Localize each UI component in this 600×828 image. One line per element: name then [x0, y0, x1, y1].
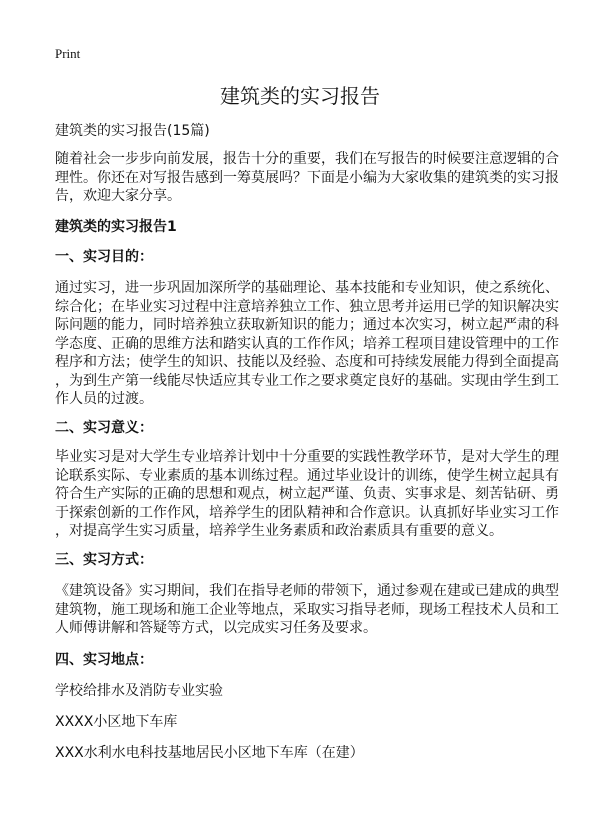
section-paragraph — [55, 582, 559, 638]
text-line: 际问题的能力，同时培养独立获取新知识的能力；通过本次实习，树立起严肃的科 — [55, 317, 559, 333]
text-line: 随着社会一步步向前发展，报告十分的重要，我们在写报告的时候要注意逻辑的合 — [55, 151, 559, 167]
page-title: 建筑类的实习报告 — [220, 84, 380, 108]
location-item: XXX水利水电科技基地居民小区地下车库（在建） — [55, 745, 364, 761]
text-line: ，为到生产第一线能尽快适应其专业工作之要求奠定良好的基础。实现由学生到工 — [55, 372, 559, 389]
text-line: 人师傅讲解和答疑等方式，以完成实习任务及要求。 — [55, 620, 377, 636]
text-line: 告，欢迎大家分享。 — [55, 188, 181, 204]
section-heading: 二、实习意义： — [55, 420, 153, 436]
text-line: 建筑物，施工现场和施工企业等地点，采取实习指导老师，现场工程技术人员和工 — [55, 601, 559, 618]
text-line: 综合化；在毕业实习过程中注意培养独立工作、独立思考并运用已学的知识解决实 — [55, 298, 559, 315]
section-heading: 四、实习地点： — [55, 652, 153, 668]
section-paragraph — [55, 279, 559, 409]
text-line: 学态度、正确的思维方法和踏实认真的工作作风；培养工程项目建设管理中的工作 — [55, 335, 559, 352]
text-line: ，对提高学生实习质量，培养学生业务素质和政治素质具有重要的意义。 — [55, 523, 503, 539]
text-line: 通过实习，进一步巩固加深所学的基础理论、基本技能和专业知识，使之系统化、 — [55, 280, 559, 296]
text-line: 于探索创新的工作作风，培养学生的团队精神和合作意识。认真抓好毕业实习工作 — [55, 504, 559, 521]
text-line: 论联系实际、专业素质的基本训练过程。通过毕业设计的训练，使学生树立起具有 — [55, 467, 559, 484]
print-link[interactable]: Print — [55, 46, 81, 61]
text-line: 符合生产实际的正确的思想和观点，树立起严谨、负责、实事求是、刻苦钻研、勇 — [55, 486, 559, 502]
text-line: 毕业实习是对大学生专业培养计划中十分重要的实践性教学环节，是对大学生的理 — [55, 449, 559, 465]
text-line: 作人员的过渡。 — [55, 391, 153, 407]
text-line: 《建筑设备》实习期间，我们在指导老师的带领下，通过参观在建或已建成的典型 — [55, 583, 559, 599]
location-item: 学校给排水及消防专业实验 — [55, 683, 223, 699]
location-item: XXXX小区地下车库 — [55, 714, 178, 730]
intro-paragraph — [55, 150, 559, 206]
text-line: 理性。你还在对写报告感到一筹莫展吗？下面是小编为大家收集的建筑类的实习报 — [55, 169, 559, 186]
section-heading: 一、实习目的： — [55, 249, 153, 265]
subtitle: 建筑类的实习报告(15篇) — [55, 123, 210, 139]
section-paragraph — [55, 448, 559, 541]
text-line: 程序和方法；使学生的知识、技能以及经验、态度和可持续发展能力得到全面提高 — [55, 354, 559, 370]
section-heading: 三、实习方式： — [55, 552, 153, 568]
report-heading: 建筑类的实习报告1 — [55, 219, 177, 235]
